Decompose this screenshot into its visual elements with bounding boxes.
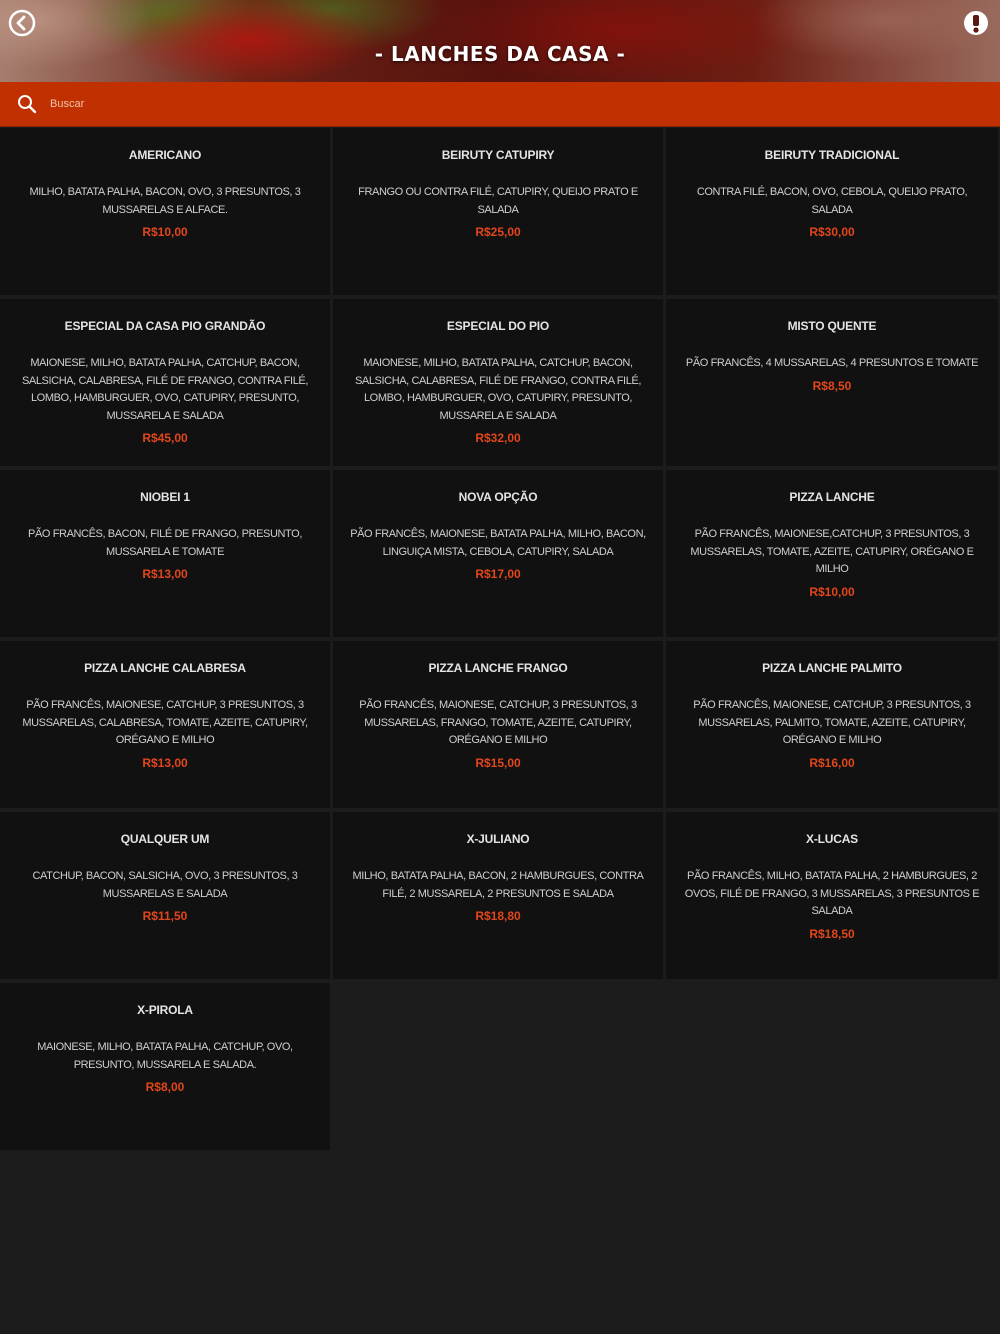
menu-item-name: X-JULIANO xyxy=(466,832,530,846)
menu-item-description: PÃO FRANCÊS, MAIONESE, CATCHUP, 3 PRESUNTOS, 3 MUSSARELAS, PALMITO, TOMATE, AZEITE, CATUPIRY, ORÉGANO E MILHO xyxy=(693,699,971,746)
menu-item-card[interactable] xyxy=(0,983,330,1150)
search-input[interactable] xyxy=(50,98,650,110)
menu-item-description: MILHO, BATATA PALHA, BACON, 2 HAMBURGUES, CONTRA FILÉ, 2 MUSSARELA, 2 PRESUNTOS E SALADA xyxy=(352,870,644,900)
menu-item-price: R$17,00 xyxy=(475,567,521,581)
menu-item-description: MAIONESE, MILHO, BATATA PALHA, CATCHUP, OVO, PRESUNTO, MUSSARELA E SALADA. xyxy=(37,1041,293,1071)
menu-item-card[interactable] xyxy=(333,128,663,295)
menu-item-card[interactable] xyxy=(333,812,663,979)
menu-item-description: PÃO FRANCÊS, 4 MUSSARELAS, 4 PRESUNTOS E TOMATE xyxy=(685,357,979,369)
menu-item-description: PÃO FRANCÊS, MAIONESE, BATATA PALHA, MILHO, BACON, LINGUIÇA MISTA, CEBOLA, CATUPIRY, SALADA xyxy=(350,528,646,558)
menu-item-name: ESPECIAL DO PIO xyxy=(446,319,550,333)
menu-item-name: NOVA OPÇÃO xyxy=(458,490,538,504)
menu-item-price: R$45,00 xyxy=(142,431,188,445)
menu-item-card[interactable] xyxy=(0,299,330,466)
menu-item-name: QUALQUER UM xyxy=(120,832,210,846)
menu-item-price: R$25,00 xyxy=(475,225,521,239)
menu-item-card[interactable] xyxy=(666,812,998,979)
menu-item-card[interactable] xyxy=(333,470,663,637)
header-banner xyxy=(0,0,1000,82)
menu-item-price: R$13,00 xyxy=(142,567,188,581)
menu-item-name: X-LUCAS xyxy=(806,832,858,846)
page-title: - LANCHES DA CASA - xyxy=(374,42,626,66)
menu-item-name: NIOBEI 1 xyxy=(140,490,190,504)
menu-item-name: PIZZA LANCHE CALABRESA xyxy=(84,661,246,675)
menu-item-description: PÃO FRANCÊS, MILHO, BATATA PALHA, 2 HAMBURGUES, 2 OVOS, FILÉ DE FRANGO, 3 MUSSARELAS, 3 PRESUNTOS E SALADA xyxy=(684,870,980,917)
menu-item-price: R$32,00 xyxy=(475,431,521,445)
menu-item-price: R$18,50 xyxy=(809,926,855,941)
menu-item-name: BEIRUTY TRADICIONAL xyxy=(764,148,900,162)
menu-item-card[interactable] xyxy=(333,641,663,808)
menu-item-name: PIZZA LANCHE FRANGO xyxy=(428,661,568,675)
menu-item-price: R$30,00 xyxy=(809,225,855,239)
menu-item-card[interactable] xyxy=(0,128,330,295)
menu-item-price: R$10,00 xyxy=(809,584,855,599)
menu-item-name: ESPECIAL DA CASA PIO GRANDÃO xyxy=(64,319,266,333)
menu-item-price: R$13,00 xyxy=(142,755,188,770)
menu-item-price: R$18,80 xyxy=(475,909,521,923)
menu-item-name: AMERICANO xyxy=(128,148,202,162)
menu-item-description: MAIONESE, MILHO, BATATA PALHA, CATCHUP, BACON, SALSICHA, CALABRESA, FILÉ DE FRANGO, CONTRA FILÉ, LOMBO, HAMBURGUER, OVO, CATUPIRY, PRESUNTO, MUSSARELA E SALADA xyxy=(21,357,309,422)
menu-item-card[interactable] xyxy=(0,641,330,808)
menu-item-price: R$16,00 xyxy=(809,755,855,770)
menu-item-card[interactable] xyxy=(333,299,663,466)
info-icon[interactable] xyxy=(962,9,990,37)
menu-grid xyxy=(0,128,1000,1150)
menu-item-card[interactable] xyxy=(0,470,330,637)
menu-item-name: MISTO QUENTE xyxy=(787,319,877,333)
menu-item-description: PÃO FRANCÊS, MAIONESE, CATCHUP, 3 PRESUNTOS, 3 MUSSARELAS, CALABRESA, TOMATE, AZEITE, CATUPIRY, ORÉGANO E MILHO xyxy=(22,699,308,746)
menu-item-name: X-PIROLA xyxy=(137,1003,193,1017)
menu-item-price: R$8,00 xyxy=(145,1080,185,1094)
menu-item-description: MILHO, BATATA PALHA, BACON, OVO, 3 PRESUNTOS, 3 MUSSARELAS E ALFACE. xyxy=(29,186,301,216)
menu-item-name: PIZZA LANCHE PALMITO xyxy=(762,661,902,675)
menu-item-description: PÃO FRANCÊS, MAIONESE, CATCHUP, 3 PRESUNTOS, 3 MUSSARELAS, FRANGO, TOMATE, AZEITE, CATUPIRY, ORÉGANO E MILHO xyxy=(359,699,637,746)
search-icon[interactable] xyxy=(16,93,38,115)
menu-item-description: PÃO FRANCÊS, MAIONESE,CATCHUP, 3 PRESUNTOS, 3 MUSSARELAS, TOMATE, AZEITE, CATUPIRY, ORÉGANO E MILHO xyxy=(690,528,974,575)
menu-item-description: MAIONESE, MILHO, BATATA PALHA, CATCHUP, BACON, SALSICHA, CALABRESA, FILÉ DE FRANGO, CONTRA FILÉ, LOMBO, HAMBURGUER, OVO, CATUPIRY, PRESUNTO, MUSSARELA E SALADA xyxy=(354,357,642,422)
menu-item-card[interactable] xyxy=(666,641,998,808)
back-arrow-circle-icon[interactable] xyxy=(8,9,36,37)
menu-item-description: CONTRA FILÉ, BACON, OVO, CEBOLA, QUEIJO PRATO, SALADA xyxy=(696,186,968,216)
menu-item-price: R$10,00 xyxy=(142,225,188,239)
menu-item-price: R$15,00 xyxy=(475,755,521,770)
menu-item-card[interactable] xyxy=(666,470,998,637)
search-bar xyxy=(0,82,1000,127)
menu-item-description: PÃO FRANCÊS, BACON, FILÉ DE FRANGO, PRESUNTO, MUSSARELA E TOMATE xyxy=(28,528,302,558)
menu-item-card[interactable] xyxy=(0,812,330,979)
menu-item-description: FRANGO OU CONTRA FILÉ, CATUPIRY, QUEIJO PRATO E SALADA xyxy=(358,186,638,216)
menu-item-card[interactable] xyxy=(666,299,998,466)
menu-item-price: R$11,50 xyxy=(142,909,188,923)
menu-item-description: CATCHUP, BACON, SALSICHA, OVO, 3 PRESUNTOS, 3 MUSSARELAS E SALADA xyxy=(32,870,298,900)
menu-item-name: PIZZA LANCHE xyxy=(789,490,875,504)
menu-item-price: R$8,50 xyxy=(812,378,852,393)
menu-item-card[interactable] xyxy=(666,128,998,295)
menu-item-name: BEIRUTY CATUPIRY xyxy=(441,148,555,162)
